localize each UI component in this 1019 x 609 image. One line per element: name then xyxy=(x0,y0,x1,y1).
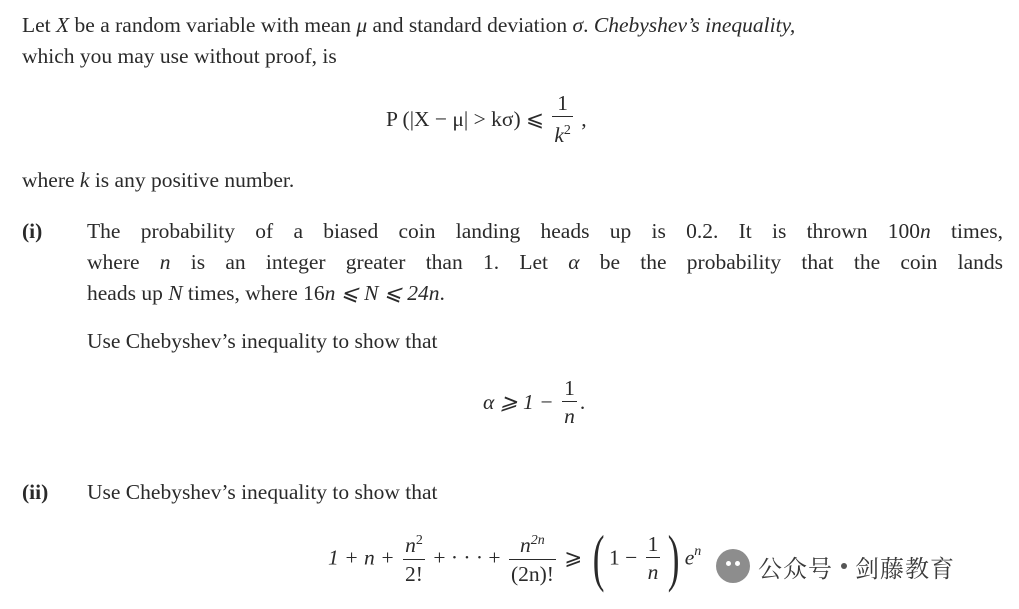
chebyshev-term: Chebyshev’s inequality, xyxy=(593,13,796,37)
part-i-line-1: The probability of a biased coin landing heads up is 0.2. It is thrown 100n times, xyxy=(87,219,1003,243)
alpha-inequality: α ⩾ 1 − $\frac{1}{n}$ . xyxy=(483,376,586,428)
part-ii-label: (ii) xyxy=(22,480,49,504)
series-inequality: 1 + n + $\frac{n^2}{2!}$ + · · · + $\frac{n^{2n}}{(2n)!}$ ⩾ ( 1 − $\frac{1}{n}$ ) $e^n$ xyxy=(328,522,702,593)
watermark-text-2: 剑藤教育 xyxy=(855,554,955,583)
part-i-label: (i) xyxy=(22,219,43,243)
watermark xyxy=(716,544,955,588)
separator-dot xyxy=(841,563,847,569)
where-line: where k is any positive number. xyxy=(22,168,295,192)
part-ii-use-line: Use Chebyshev’s inequality to show that xyxy=(87,480,438,504)
watermark-text-1: 公众号 xyxy=(758,554,833,583)
wechat-icon xyxy=(716,549,750,583)
intro-line-1: Let X be a random variable with mean μ and standard deviation σ. Chebyshev’s inequality, xyxy=(22,13,796,37)
fraction-one-over-n: $\frac{1}{n}$ xyxy=(564,376,575,428)
part-i-line-2: where n is an integer greater than 1. Let α be the probability that the coin lands xyxy=(87,250,1003,274)
fraction-one-over-k-squared: $\frac{1}{k^2}$ xyxy=(554,91,571,148)
part-i-line-3: heads up N times, where 16n ⩽ N ⩽ 24n. xyxy=(87,281,445,305)
fraction-n-squared-over-2-factorial: $\frac{n^2}{2!}$ xyxy=(405,533,423,586)
intro-line-2: which you may use without proof, is xyxy=(22,44,337,68)
part-i-use-line: Use Chebyshev’s inequality to show that xyxy=(87,329,438,353)
fraction-one-over-n-ii: $\frac{1}{n}$ xyxy=(647,531,659,584)
chebyshev-equation: P (|X − μ| > kσ) ⩽ $\frac{1}{k^2}$ , xyxy=(386,91,587,148)
fraction-n-2n-over-2n-factorial: $\frac{n^{2n}}{(2n)!}$ xyxy=(510,533,554,586)
